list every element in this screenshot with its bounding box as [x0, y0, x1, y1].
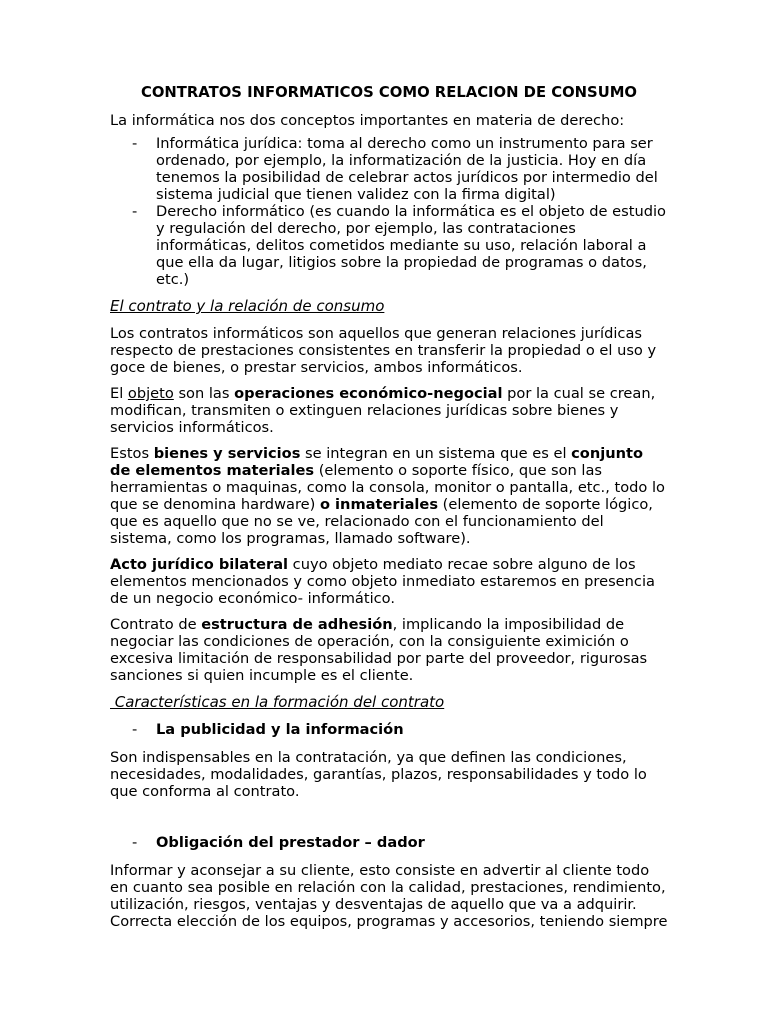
- concept-list: [110, 135, 668, 288]
- paragraph-objeto: El objeto son las operaciones económico-negocial por la cual se crean, modifican, transmiten o extinguen relaciones jurídicas sobre bienes y servicios informáticos.: [110, 385, 656, 436]
- paragraph-bienes: Estos bienes y servicios se integran en un sistema que es el conjunto de elementos materiales (elemento o soporte físico, que son las herramientas o maquinas, como la consola, monitor o pantalla, etc., todo lo que se denomina hardware) o inmateriales (elemento de soporte lógico, que es aquello que no se ve, relacionado con el funcionamiento del sistema, como los programas, llamado software).: [110, 445, 665, 547]
- paragraph-definition: Los contratos informáticos son aquellos que generan relaciones jurídicas respecto de prestaciones consistentes en transferir la propiedad o el uso y goce de bienes, o prestar servicios, ambos informáticos.: [110, 325, 657, 376]
- spacer: [110, 809, 668, 834]
- paragraph-obligacion: Informar y aconsejar a su cliente, esto consiste en advertir al cliente todo en cuanto sea posible en relación con la calidad, prestaciones, rendimiento, utilización, riesgos, ventajas y desventajas de aquello que va a adquirir. Correcta elección de los equipos, programas y accesorios, teniendo siempre: [110, 862, 668, 930]
- subheading-publicidad: - La publicidad y la información: [132, 721, 404, 738]
- page-title: CONTRATOS INFORMATICOS COMO RELACION DE CONSUMO: [140, 84, 638, 101]
- paragraph-adhesion: Contrato de estructura de adhesión, implicando la imposibilidad de negociar las condiciones de operación, con la consiguiente eximición o excesiva limitación de responsabilidad por parte del proveedor, rigurosas sanciones si quien incumple es el cliente.: [110, 616, 648, 684]
- section-heading-caracteristicas: Características en la formación del contrato: [110, 693, 445, 711]
- intro-paragraph: La informática nos dos conceptos importantes en materia de derecho:: [110, 112, 625, 129]
- list-item: - Derecho informático (es cuando la informática es el objeto de estudio y regulación del derecho, por ejemplo, las contrataciones informáticas, delitos cometidos mediante su uso, relación laboral a que ella da lugar, litigios sobre la propiedad de programas o datos, etc.): [132, 203, 666, 288]
- list-item: - Informática jurídica: toma al derecho como un instrumento para ser ordenado, por ejemplo, la informatización de la justicia. Hoy en día tenemos la posibilidad de celebrar actos jurídicos por intermedio del sistema judicial que tienen validez con la firma digital): [132, 135, 658, 203]
- subheading-obligacion: - Obligación del prestador – dador: [132, 834, 425, 851]
- section-heading-contrato: El contrato y la relación de consumo: [110, 297, 385, 315]
- paragraph-publicidad: Son indispensables en la contratación, ya que definen las condiciones, necesidades, modalidades, garantías, plazos, responsabilidades y todo lo que conforma al contrato.: [110, 749, 647, 800]
- paragraph-acto: Acto jurídico bilateral cuyo objeto mediato recae sobre alguno de los elementos mencionados y como objeto inmediato estaremos en presencia de un negocio económico- informático.: [110, 556, 655, 607]
